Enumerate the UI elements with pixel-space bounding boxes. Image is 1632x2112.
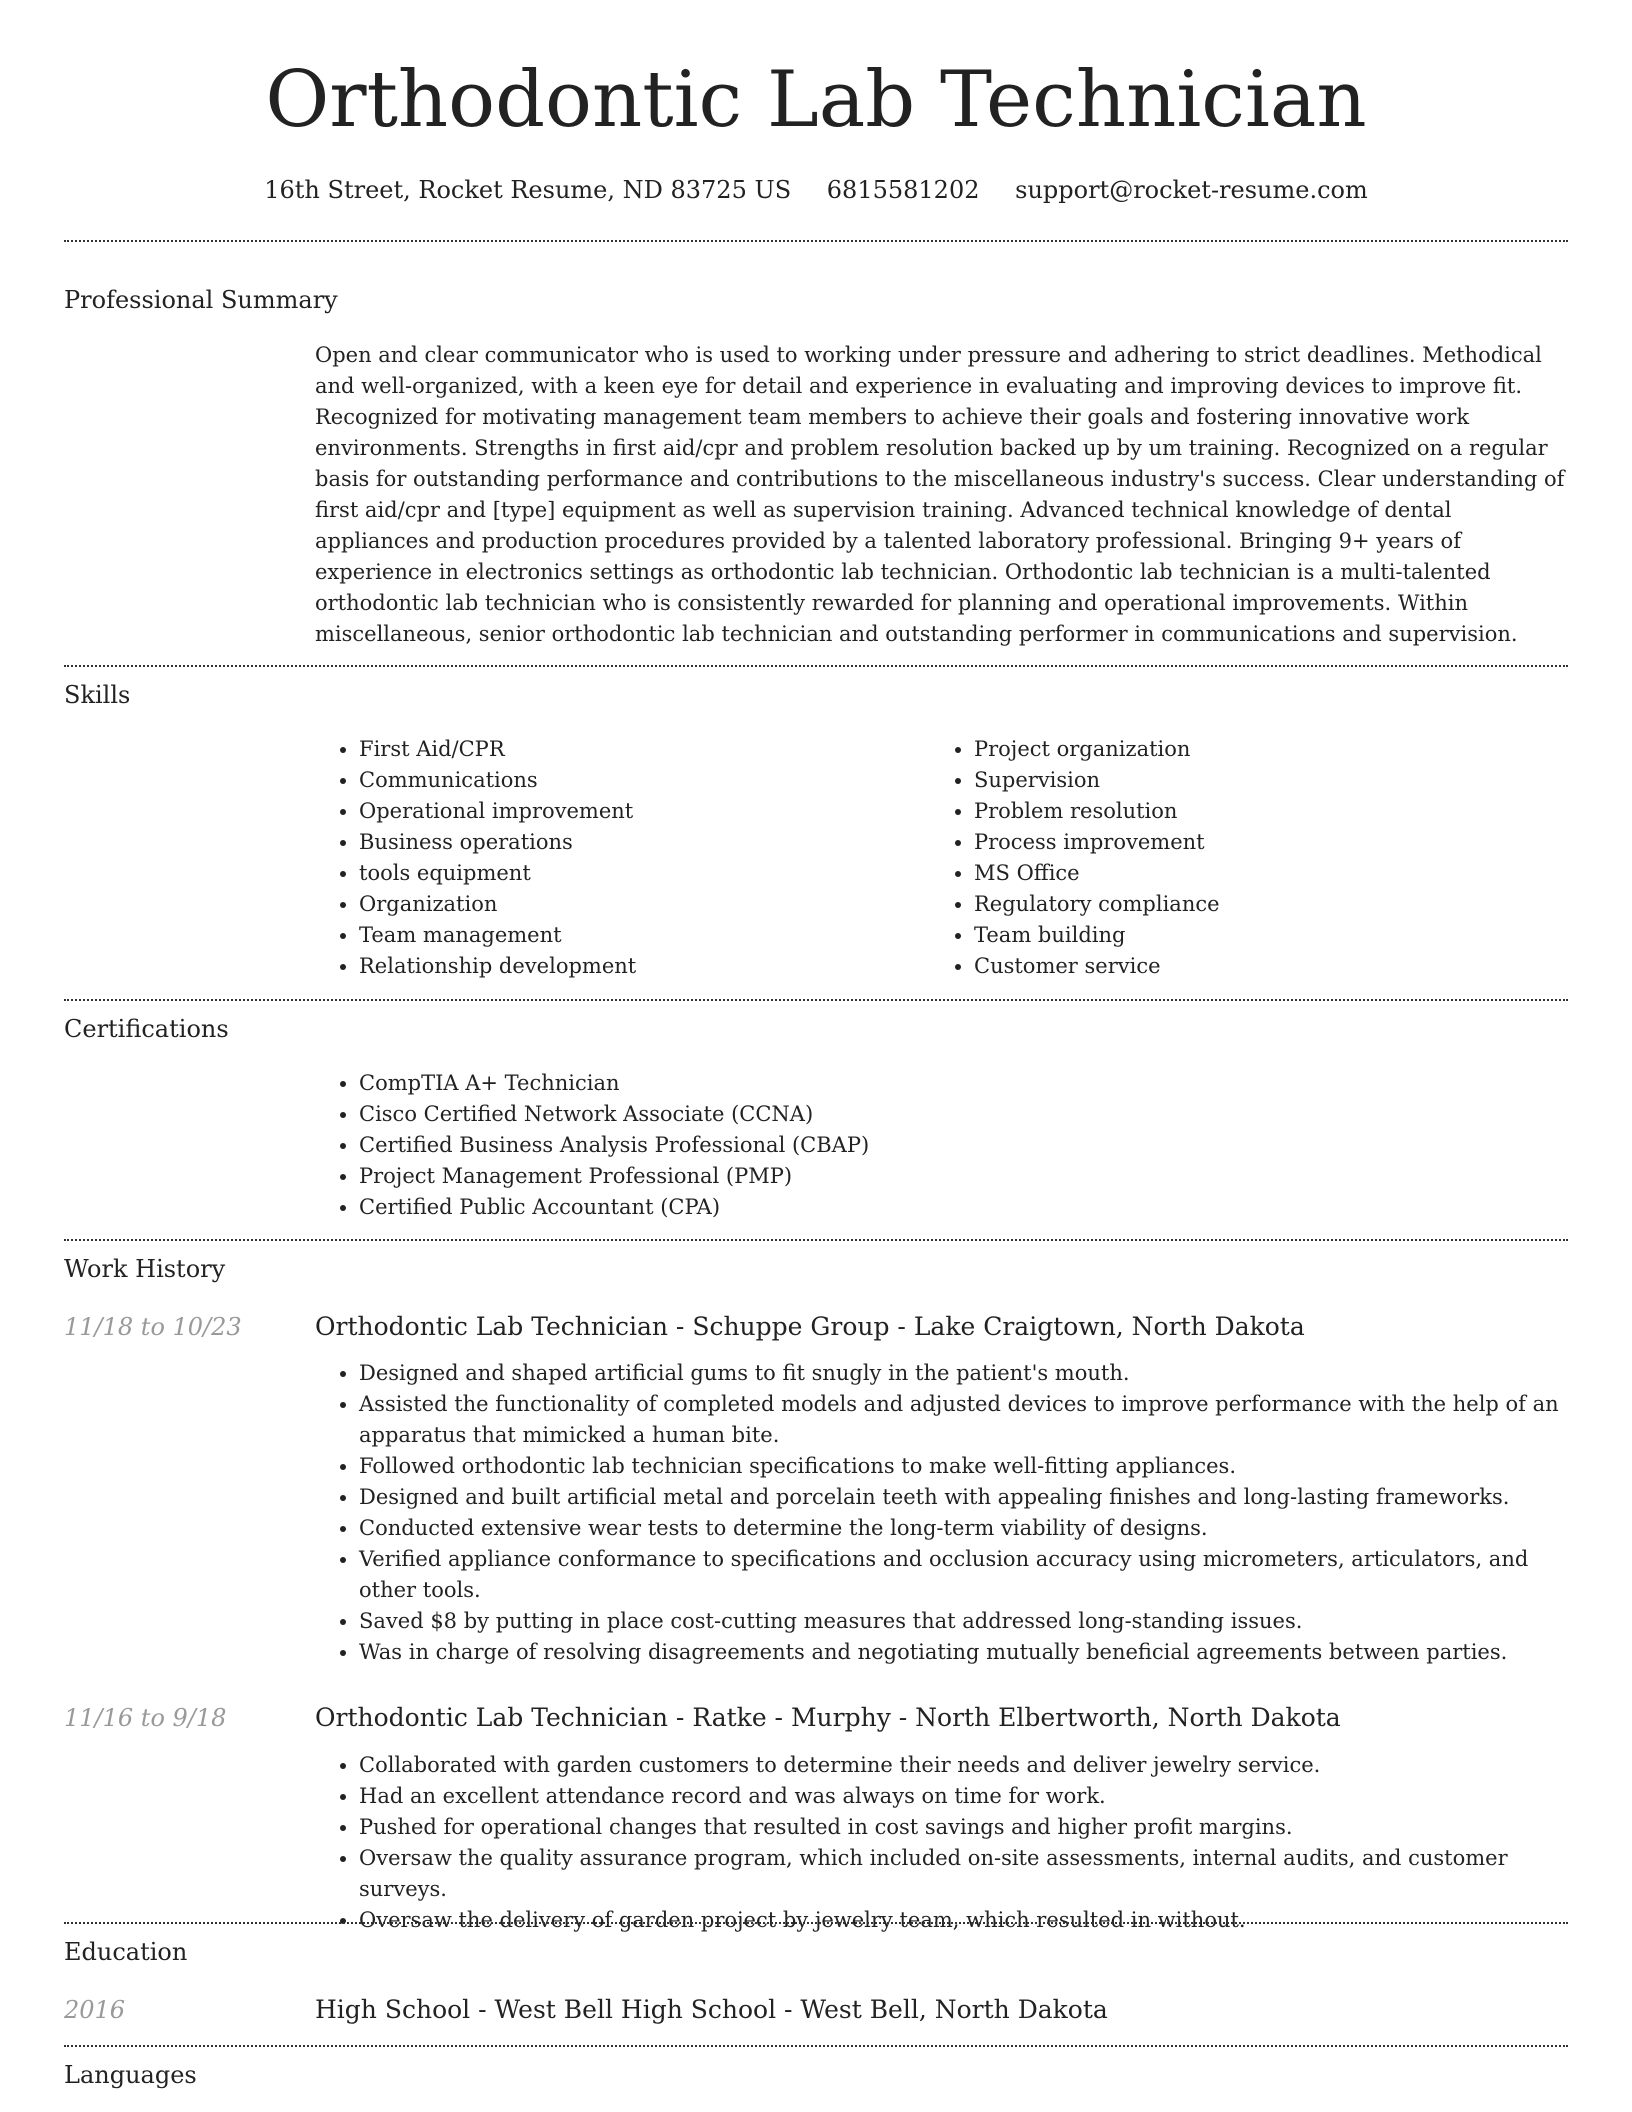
section-title-skills: Skills: [64, 681, 131, 709]
divider: [64, 1239, 1568, 1241]
divider: [64, 2045, 1568, 2047]
section-title-certifications: Certifications: [64, 1015, 229, 1043]
section-title-languages: Languages: [64, 2061, 197, 2089]
certification-item: • Certified Business Analysis Professional (CBAP): [359, 1130, 1565, 1161]
certification-item: • Certified Public Accountant (CPA): [359, 1192, 1565, 1223]
skill-item: • tools equipment: [359, 858, 915, 889]
skill-item: • Customer service: [974, 951, 1530, 982]
divider: [64, 240, 1568, 242]
job-dates: 11/16 to 9/18: [64, 1704, 227, 1732]
job-bullet: • Followed orthodontic lab technician specifications to make well-fitting appliances.: [359, 1451, 1565, 1482]
job-bullet: • Saved $8 by putting in place cost-cutting measures that addressed long-standing issues.: [359, 1606, 1565, 1637]
job-bullet: • Had an excellent attendance record and was always on time for work.: [359, 1781, 1565, 1812]
job-bullet: • Was in charge of resolving disagreements and negotiating mutually beneficial agreements between parties.: [359, 1637, 1565, 1668]
job-bullet: • Pushed for operational changes that resulted in cost savings and higher profit margins.: [359, 1812, 1565, 1843]
job-bullets: [315, 1358, 1565, 1668]
job-bullet: • Verified appliance conformance to specifications and occlusion accuracy using micrometers, articulators, and other tools.: [359, 1544, 1565, 1606]
section-title-summary: Professional Summary: [64, 286, 338, 314]
summary-block: [315, 340, 1565, 650]
education-date: 2016: [64, 1996, 126, 2024]
summary-text: Open and clear communicator who is used to working under pressure and adhering to strict deadlines. Methodical and well-organized, with a keen eye for detail and experience in evaluating and improving devices to improve fit. Recognized for motivating management team members to achieve their goals and fostering innovative work environments. Strengths in first aid/cpr and problem resolution backed up by um training. Recognized on a regular basis for outstanding performance and contributions to the miscellaneous industry's success. Clear understanding of first aid/cpr and [type] equipment as well as supervision training. Advanced technical knowledge of dental appliances and production procedures provided by a talented laboratory professional. Bringing 9+ years of experience in electronics settings as orthodontic lab technician. Orthodontic lab technician is a multi-talented orthodontic lab technician who is consistently rewarded for planning and operational improvements. Within miscellaneous, senior orthodontic lab technician and outstanding performer in communications and supervision.: [315, 343, 1565, 646]
divider: [64, 1922, 1568, 1924]
certification-item: • Cisco Certified Network Associate (CCNA): [359, 1099, 1565, 1130]
skill-item: • Organization: [359, 889, 915, 920]
job-heading: Orthodontic Lab Technician - Ratke - Murphy - North Elbertworth, North Dakota: [315, 1703, 1341, 1732]
skill-item: • Communications: [359, 765, 915, 796]
job-bullet: • Oversaw the quality assurance program, which included on-site assessments, internal audits, and customer surveys.: [359, 1843, 1565, 1905]
skill-item: • Operational improvement: [359, 796, 915, 827]
job-bullet: • Designed and built artificial metal and porcelain teeth with appealing finishes and long-lasting frameworks.: [359, 1482, 1565, 1513]
skill-item: • Team management: [359, 920, 915, 951]
certification-item: • CompTIA A+ Technician: [359, 1068, 1565, 1099]
skill-item: • First Aid/CPR: [359, 734, 915, 765]
job-bullet: • Conducted extensive wear tests to determine the long-term viability of designs.: [359, 1513, 1565, 1544]
skill-item: • Supervision: [974, 765, 1530, 796]
resume-name: Orthodontic Lab Technician: [265, 55, 1367, 145]
section-title-education: Education: [64, 1938, 188, 1966]
certifications-list: [315, 1068, 1565, 1223]
job-bullets: [315, 1750, 1565, 1936]
skill-item: • Relationship development: [359, 951, 915, 982]
education-heading: High School - West Bell High School - West Bell, North Dakota: [315, 1995, 1108, 2024]
job-dates: 11/18 to 10/23: [64, 1313, 242, 1341]
skill-item: • MS Office: [974, 858, 1530, 889]
job-heading: Orthodontic Lab Technician - Schuppe Group - Lake Craigtown, North Dakota: [315, 1312, 1305, 1341]
job-bullet: • Oversaw the delivery of garden project by jewelry team, which resulted in without.: [359, 1905, 1565, 1936]
job-bullet: • Assisted the functionality of completed models and adjusted devices to improve performance with the help of an apparatus that mimicked a human bite.: [359, 1389, 1565, 1451]
section-title-work-history: Work History: [64, 1255, 226, 1283]
contact-address: 16th Street, Rocket Resume, ND 83725 US: [264, 176, 792, 204]
skill-item: • Problem resolution: [974, 796, 1530, 827]
contact-line: [0, 168, 1632, 212]
skill-item: • Business operations: [359, 827, 915, 858]
divider: [64, 665, 1568, 667]
job-bullet: • Collaborated with garden customers to determine their needs and deliver jewelry service.: [359, 1750, 1565, 1781]
skill-item: • Project organization: [974, 734, 1530, 765]
job-bullet: • Designed and shaped artificial gums to fit snugly in the patient's mouth.: [359, 1358, 1565, 1389]
skills-list-left: [315, 734, 915, 982]
skill-item: • Regulatory compliance: [974, 889, 1530, 920]
certification-item: • Project Management Professional (PMP): [359, 1161, 1565, 1192]
skills-list-right: [930, 734, 1530, 982]
contact-email: support@rocket-resume.com: [1015, 176, 1368, 204]
skill-item: • Team building: [974, 920, 1530, 951]
divider: [64, 999, 1568, 1001]
contact-phone: 6815581202: [826, 176, 980, 204]
skill-item: • Process improvement: [974, 827, 1530, 858]
